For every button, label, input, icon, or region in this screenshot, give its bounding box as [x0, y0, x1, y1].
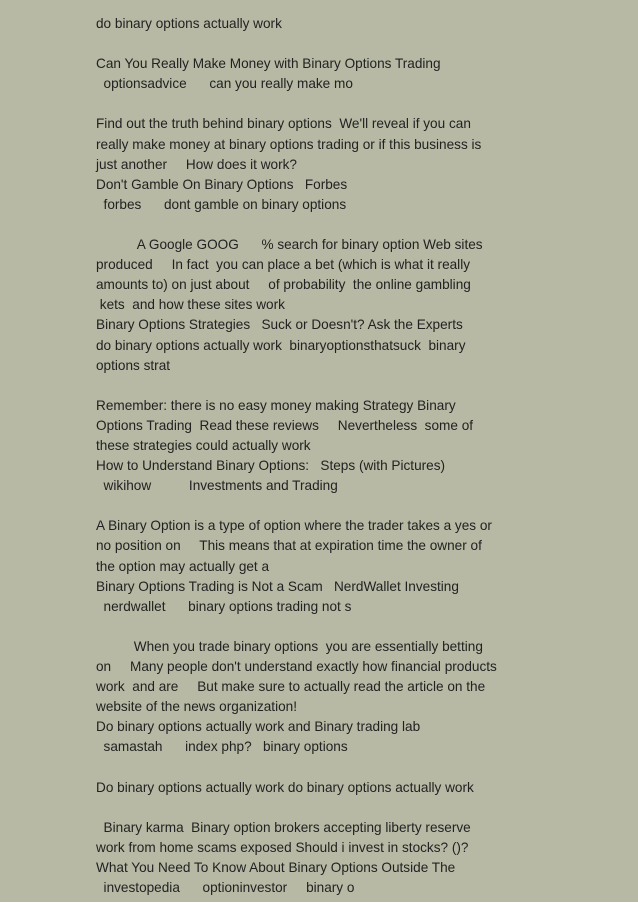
- doc-line: these strategies could actually work: [96, 437, 311, 453]
- doc-line: A Binary Option is a type of option where the trader takes a yes or: [96, 518, 492, 534]
- doc-line: Do binary options actually work and Binary trading lab: [96, 719, 421, 735]
- doc-line: Binary Options Strategies Suck or Doesn't? Ask the Experts: [96, 317, 463, 333]
- doc-line: nerdwallet binary options trading not s: [96, 598, 352, 614]
- doc-line: samastah index php? binary options: [96, 739, 348, 755]
- doc-line: Don't Gamble On Binary Options Forbes: [96, 176, 348, 192]
- doc-line: [96, 376, 536, 396]
- doc-line: really make money at binary options trading or if this business is: [96, 136, 482, 152]
- doc-line: investopedia optioninvestor binary o: [96, 880, 355, 896]
- doc-line: What You Need To Know About Binary Options Outside The: [96, 859, 456, 875]
- document-body: [96, 14, 536, 898]
- doc-line: the option may actually get a: [96, 558, 270, 574]
- doc-line: options strat: [96, 357, 171, 373]
- doc-line: website of the news organization!: [96, 699, 298, 715]
- doc-line: Do binary options actually work do binary options actually work: [96, 779, 474, 795]
- doc-line: just another How does it work?: [96, 156, 297, 172]
- doc-line: Binary Options Trading is Not a Scam NerdWallet Investing: [96, 578, 459, 594]
- doc-line: forbes dont gamble on binary options: [96, 196, 347, 212]
- doc-line: How to Understand Binary Options: Steps (with Pictures): [96, 458, 446, 474]
- doc-line: work and are But make sure to actually read the article on the: [96, 679, 486, 695]
- doc-line: [96, 215, 536, 235]
- doc-line: Remember: there is no easy money making Strategy Binary: [96, 397, 456, 413]
- doc-line: wikihow Investments and Trading: [96, 478, 338, 494]
- doc-line: amounts to) on just about of probability the online gambling: [96, 277, 471, 293]
- doc-line: optionsadvice can you really make mo: [96, 76, 353, 92]
- doc-line: Options Trading Read these reviews Nevertheless some of: [96, 417, 474, 433]
- doc-line: on Many people don't understand exactly how financial products: [96, 659, 497, 674]
- doc-line: [96, 798, 536, 818]
- doc-line: [96, 757, 536, 777]
- doc-line: [96, 94, 536, 114]
- doc-line: no position on This means that at expiration time the owner of: [96, 538, 482, 554]
- doc-line: kets and how these sites work: [96, 297, 285, 313]
- doc-line: Can You Really Make Money with Binary Options Trading: [96, 56, 441, 72]
- doc-line: [96, 617, 536, 637]
- doc-line: A Google GOOG % search for binary option Web sites: [96, 237, 483, 253]
- doc-line: produced In fact you can place a bet (which is what it really: [96, 257, 471, 273]
- doc-line: When you trade binary options you are essentially betting: [96, 638, 483, 654]
- doc-line: Find out the truth behind binary options We'll reveal if you can: [96, 116, 471, 132]
- doc-line: do binary options actually work: [96, 16, 282, 31]
- doc-line: do binary options actually work binaryoptionsthatsuck binary: [96, 337, 466, 353]
- doc-line: work from home scams exposed Should i invest in stocks? ()?: [96, 839, 469, 855]
- doc-line: Binary karma Binary option brokers accepting liberty reserve: [96, 819, 471, 835]
- doc-line: [96, 496, 536, 516]
- doc-line: [96, 34, 536, 54]
